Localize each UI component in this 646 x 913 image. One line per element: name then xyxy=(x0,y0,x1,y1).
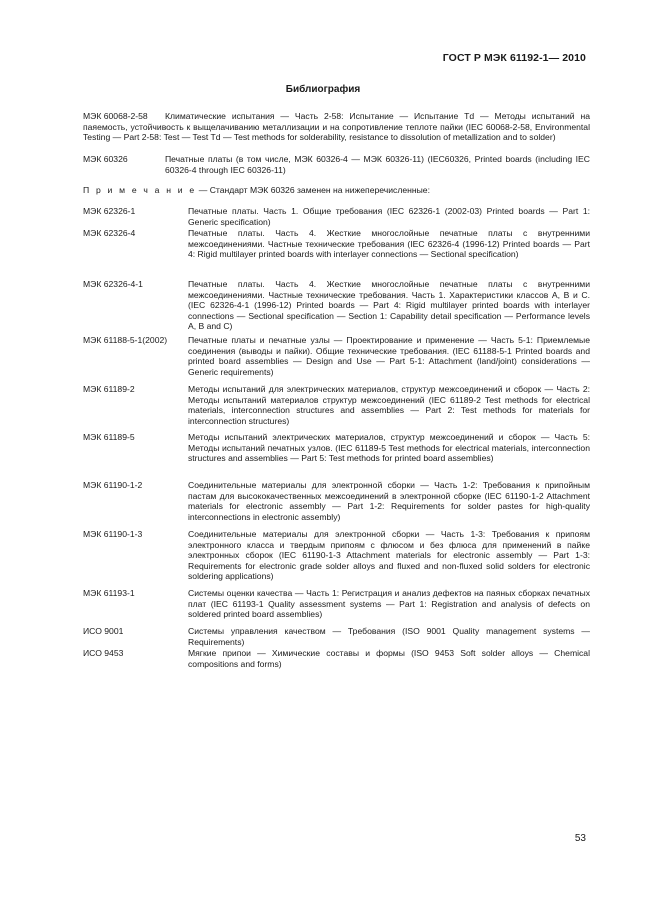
reference-text: Печатные платы (в том числе, МЭК 60326-4 — МЭК 60326-11) (IEC60326, Printed boards (including IEC 60326-4 through IEC 60326-11) xyxy=(165,154,590,175)
reference-text: Печатные платы. Часть 4. Жесткие многослойные печатные платы с внутренними межсоединениями. Частные технические требования (IEC 62326-4 (1996-12) Printed boards — Part 4: Rigid multilayer printed boards with interlayer connections — Sectional specification) xyxy=(188,228,590,259)
bibliography-entry xyxy=(83,335,590,377)
bibliography-entry xyxy=(83,154,590,175)
reference-code: МЭК 61189-2 xyxy=(83,384,135,394)
reference-code: МЭК 60068-2-58 xyxy=(83,111,148,121)
bibliography-entry xyxy=(83,384,590,426)
reference-text: Печатные платы и печатные узлы — Проектирование и применение — Часть 5-1: Приемлемые соединения (выводы и пайки). Общие технические требования. (IEC 61188-5-1 Printed boards and printed board assemblies — Design and Use — Part 5-1: Attachment (land/joint) considerations — Generic requirements) xyxy=(188,335,590,377)
reference-code: МЭК 61190-1-3 xyxy=(83,529,143,539)
reference-text: Печатные платы. Часть 4. Жесткие многослойные печатные платы с внутренними межсоединениями. Частные технические требования. Часть 1. Характеристики классов А, В и С. (IEC 62326-4-1 (1996-12) Printed boards — Part 4: Rigid multilayer printed boards with interlayer connections — Sectional specification — Section 1: Capability detail specification — Performance levels A, B and C) xyxy=(188,279,590,331)
reference-code: МЭК 61188-5-1(2002) xyxy=(83,335,168,345)
bibliography-entry xyxy=(83,529,590,582)
bibliography-entry xyxy=(83,626,590,647)
reference-code: МЭК 62326-4-1 xyxy=(83,279,143,289)
reference-code: МЭК 62326-1 xyxy=(83,206,136,216)
reference-code: ИСО 9001 xyxy=(83,626,124,636)
reference-text: Методы испытаний электрических материалов, структур межсоединений и сборок — Часть 5: Методы испытаний печатных узлов. (IEC 61189-5 Test methods for electrical materials, interconnection structures and assemblies — Part 5: Test methods for printed board assemblies) xyxy=(188,432,590,463)
note-label: П р и м е ч а н и е xyxy=(83,185,197,195)
reference-text: Системы оценки качества — Часть 1: Регистрация и анализ дефектов на паяных сборках печатных плат (IEC 61193-1 Quality assessment systems — Part 1: Registration and analysis of defects on soldered printed board assemblies) xyxy=(188,588,590,619)
reference-text: Системы управления качеством — Требования (ISO 9001 Quality management systems — Requirements) xyxy=(188,626,590,647)
note xyxy=(83,185,590,196)
reference-code: МЭК 61193-1 xyxy=(83,588,135,598)
bibliography-entry xyxy=(83,111,590,143)
bibliography-entry xyxy=(83,228,590,260)
reference-text: Соединительные материалы для электронной сборки — Часть 1-2: Требования к припойным пастам для высококачественных межсоединений в электронной сборке (IEC 61190-1-2 Attachment materials for electronic assembly — Part 1-2: Requirements for solder pastes for high-quality interconnections in electronic assembly) xyxy=(188,480,590,522)
note-text: — Стандарт МЭК 60326 заменен на нижеперечисленные: xyxy=(196,185,430,195)
bibliography-entry xyxy=(83,206,590,227)
bibliography-entry xyxy=(83,480,590,522)
page-number: 53 xyxy=(574,833,586,844)
reference-text: Печатные платы. Часть 1. Общие требования (IEC 62326-1 (2002-03) Printed boards — Part 1: Generic specification) xyxy=(188,206,590,227)
bibliography-entry xyxy=(83,648,590,669)
reference-code: МЭК 61189-5 xyxy=(83,432,135,442)
reference-code: МЭК 62326-4 xyxy=(83,228,136,238)
bibliography-entry xyxy=(83,588,590,620)
section-title: Библиография xyxy=(285,84,361,95)
document-header: ГОСТ Р МЭК 61192-1— 2010 xyxy=(442,52,586,64)
reference-text: Методы испытаний для электрических материалов, структур межсоединений и сборок — Часть 2: Методы испытаний материалов структур межсоединений (IEC 61189-2 Test methods for electrical materials, interconnection structures and assemblies — Part 2: Test methods for materials for interconnection structures) xyxy=(188,384,590,426)
reference-code: МЭК 61190-1-2 xyxy=(83,480,143,490)
reference-text: Соединительные материалы для электронной сборки — Часть 1-3: Требования к припоям электронного класса и твердым припоям с флюсом и без флюса для применений в пайке электронных сборок (IEC 61190-1-3 Attachment materials for electronic assembly — Part 1-3: Requirements for electronic grade solder alloys and fluxed and non-fluxed solid solders for electronic soldering applications) xyxy=(188,529,590,581)
bibliography-entry xyxy=(83,432,590,464)
reference-text: Мягкие припои — Химические составы и формы (ISO 9453 Soft solder alloys — Chemical compositions and forms) xyxy=(188,648,590,669)
reference-code: ИСО 9453 xyxy=(83,648,124,658)
bibliography-entry xyxy=(83,279,590,332)
reference-code: МЭК 60326 xyxy=(83,154,128,164)
reference-text: Климатические испытания — Часть 2-58: Испытание — Испытание Td — Методы испытаний на паяемость, устойчивость к выщелачиванию металлизации и на сопротивление теплоте пайки (IEC 60068-2-58, Environmental Testing — Part 2-58: Test — Test Td — Test methods for solderability, resistance to dissolution of metallization and to solder) xyxy=(83,111,590,142)
